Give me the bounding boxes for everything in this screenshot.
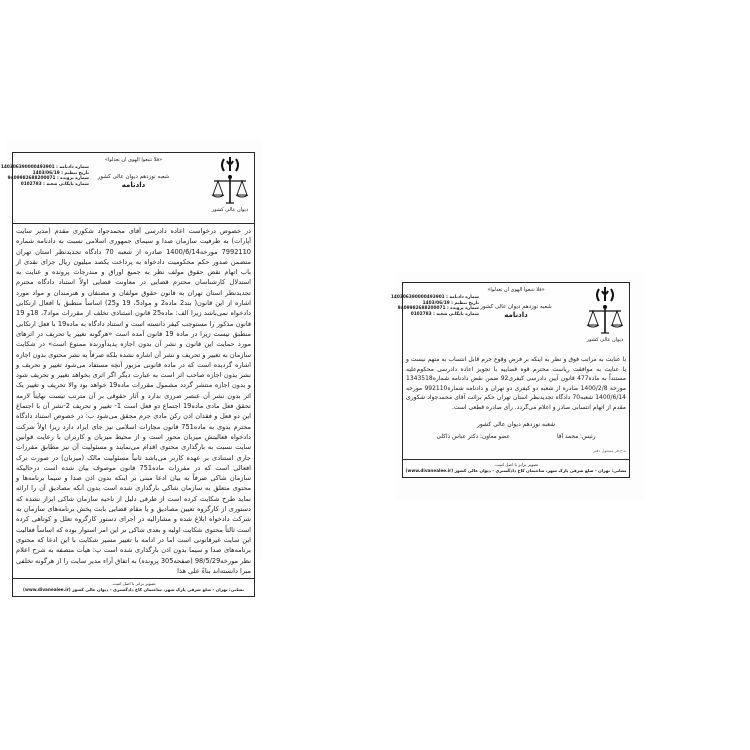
document-title: دادنامه [121, 181, 146, 189]
verdict-document-page-2 [390, 282, 630, 478]
document-header [0, 153, 254, 223]
signature-branch: شعبه نوزدهم دیوان عالی کشور [476, 420, 556, 428]
emblem-caption: دیوان عالی کشور [586, 337, 624, 343]
court-address: نشانی: تهران - ضلع شرقی پارک شهر، ساختمان کاخ دادگستری - دیوان عالی کشور (www.divanealee.ir) [405, 467, 627, 473]
emblem [208, 155, 252, 217]
court-address: نشانی: تهران - ضلع شرقی پارک شهر، ساختمان کاخ دادگستری - دیوان عالی کشور (www.divanealee.ir) [23, 587, 244, 593]
document-title: دادنامه [504, 311, 528, 319]
iran-emblem-scales-icon [210, 155, 250, 207]
signatures [403, 428, 629, 444]
verdict-body: با عنایت به مراتب فوق و نظر به اینکه بر فرض وقوع جرم قابل انتساب به متهم نیست و با عنایت به موافقت ریاست محترم قوه قضاییه با تجویز اعاده دادرسی محکوم‌علیه مستنداً به ماده477 قانون آیین دادرسی کیفری92 ضمن نقض دادنامه شماره1343518 مورخه 1400/2/8 صادره از شعبه دو کیفری دو تهران و دادنامه شماره992110 مورخه 1400/6/14 شعبه70 دادگاه تجدیدنظر استان تهران حکم برائت آقای محمدجواد شکوری مقدم از اتهام انتسابی صادر و اعلام می‌گردد. رأی صادره قطعی است. [406, 356, 627, 411]
iran-emblem-scales-icon [585, 285, 625, 337]
case-metadata [0, 165, 89, 187]
court-branch: شعبه نوزدهم دیوان عالی کشور [97, 174, 170, 180]
quran-verse: «فلا تتبعوا الهوی ان تعدلوا» [104, 157, 163, 163]
case-number: شماره پرونده : 9409982688200071 [397, 306, 479, 311]
clerk-note: ه.ح.فر.مسئول دفتر [593, 447, 626, 453]
issue-date: تاریخ تنظیم : 1403/06/19 [422, 300, 479, 306]
member-signature: عضو معاون: دکتر عباس ذاکلی [436, 433, 511, 440]
verdict-number: شماره دادنامه : 140306390000493901 [390, 295, 479, 300]
court-branch: شعبه نوزدهم دیوان عالی کشور [480, 304, 552, 310]
president-signature: رئیس: محمد آقا [556, 433, 596, 440]
emblem-caption: دیوان عالی کشور [211, 207, 249, 213]
document-footer [403, 459, 629, 477]
certified-copy-note: تصویر برابر با اصل است. [493, 461, 539, 467]
document-header [390, 283, 629, 353]
case-metadata [390, 295, 479, 317]
document-footer [13, 578, 254, 596]
quran-verse: «فلا تتبعوا الهوی ان تعدلوا» [487, 287, 545, 293]
issue-date: تاریخ تنظیم : 1403/06/19 [32, 170, 89, 176]
archive-number: شماره بایگانی شعبه : 0102783 [20, 181, 89, 187]
header-center [73, 157, 194, 190]
verdict-number: شماره دادنامه : 140306390000493901 [0, 165, 89, 170]
verdict-body: در خصوص درخواست اعاده دادرسی آقای محمدجواد شکوری مقدم (مدیر سایت آپارات) به طرفیت سازمان صدا و سیمای جمهوری اسلامی نسبت به دادنامه شماره 7992110 مورخه1400/6/14 صادره از شعبه 70 دادگاه تجدیدنظر استان تهران متضمن صدور حکم محکومیت دادخواه به پرداخت یکصد میلیون ریال جزای نقدی از باب اتهام نقض حقوق مولف نظر به جمیع اوراق و مندرجات پرونده و عنایت به استدلال کارشناسان محترم قضایی در معاونت قضایی اولاً استناد دادگاه محترم تجدیدنظر استان تهران به قانون حقوق مولفان و مصنفان و هنرمندان و مواد مورد اشاره از این قانون( بند2 ماده2 و مواد5، 19 و25) اساساً منطبق با افعال ارتکابی دادخواه نمی‌باشد زیرا الف: ماده25 قانون استنادی تخلف از مقررات مواد7، 18و 19 قانون مذکور را مستوجب کیفر دانسته است و استناد دادگاه به ماده19 با فعل ارتکابی منطبق نیست زیرا در ماده 19 قانون آمده است «هرگونه تغییر یا تحریف در اثرهای مورد حمایت این قانون و نشر آن بدون اجازه پدیدآورنده ممنوع است» در شکایت سازمان به تغییر و تحریف و نشر آن اشاره نشده بلکه صرفاً به نشر محتوی بدون اجازه اشاره گردیده است که در ماده قانونی مزبور آنچه مستفاد می‌شود تغییر و تحریف و نشر بدون اجازه صاحب اثر است به عبارت دیگر اگر اثری بخواهد تغییر و تحریف شود و بدون اجازه منتشر گردد مشمول مقررات ماده19 خواهد بود والا تحریف و تغییر یک اثر بدون نشر آن عنصر ضرری ندارد و آثار حقوقی بر آن مترتب نیست نهایتاً لازمه تحقق فعل مادی ماده19 اجتماع دو فعل است 1- تغییر و تحریف 2-نشر آن با اجتماع این دو فعل و فقدان اذن رکن مادی جرم محقق می‌شود ب: در خصوص استناد دادگاه محترم بدوی به ماده751 قانون مجازات اسلامی نیز جای ایراد دارد زیرا اولاً شرکت دادخواه فعالیتش میزبان محور است و از محیط میزبان و کاربران با رعایت قوانین سایت نسبت به بارگذاری محتوی اقدام می‌نمایند و مسئولیت آن نیز مطابق مقررات جاری استنادی بر عهده کاربر می‌باشد ثانیاً مسئولیت مالک (میزبان) در صورت ترک افعالی است که در مقررات ماده751 قانون موصوف بیان شده است درحالیکه سازمان شاکی صرفاً به بیان ادعا مبنی بر اینکه بدون اذن صدا و سیما برنامه‌ها و محتوی متعلق به سازمان شاکی بارگذاری شده است بدون آنکه مصادیق آن را ارائه نماید طرح شکایت کرده است از طرفی دلیل از ناحیه سازمان شاکی ابراز نشده که دستوری از کارگروه تعیین مصادیق و یا مقام قضایی بابت پخش برنامه‌های سازمان به شرکت دادخواه ابلاغ شده و مشارالیه در اجرای دستور کارگروه تعلل و کوتاهی کرده است ثالثاً محتوی شکایت اولیه و بعدی شاکی بر این امر استوار بوده که اساساً فعالیت این سایت غیرقانونی است اما در ادامه با تغییر مسیر شکایت با این ادعا که محتوی برنامه‌های صدا و سیما بدون اذن بارگذاری شده است پ: هیأت منصفه به شرح اعلام نظر مورخه98/5/29 (صفحه305 پرونده) به اتفاق آراء مدیر سایت را از هرگونه تخلفی مبرا دانسته‌اند بناءً علی هذا [13, 223, 254, 578]
case-number: شماره پرونده : 9409982688200071 [7, 176, 89, 181]
certified-copy-note: تصویر برابر با اصل است. [111, 581, 156, 587]
verdict-document-page-1 [0, 152, 255, 597]
emblem [583, 285, 627, 347]
archive-number: شماره بایگانی شعبه : 0102783 [410, 311, 479, 317]
